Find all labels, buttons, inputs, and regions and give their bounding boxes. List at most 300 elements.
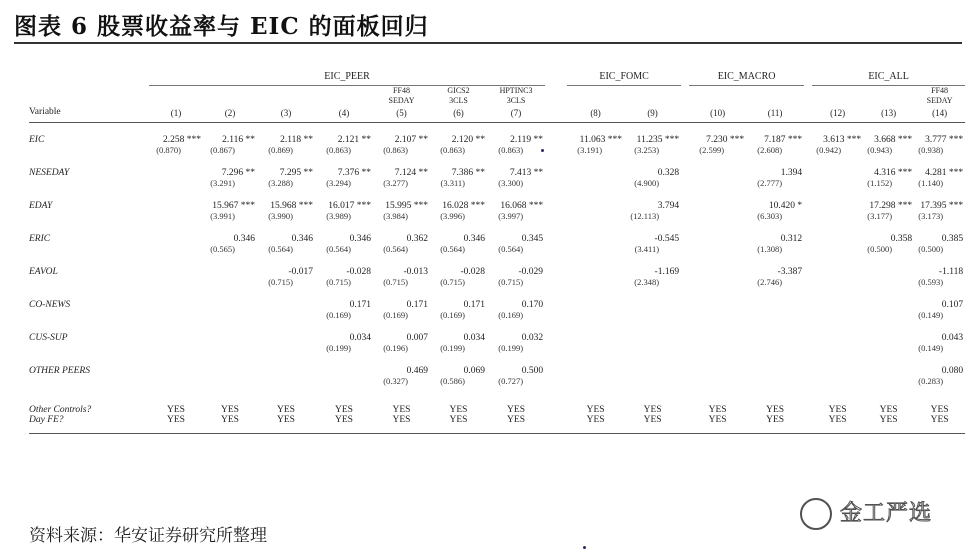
empty-cell <box>545 244 567 255</box>
standard-error <box>689 277 746 288</box>
empty-cell <box>812 86 863 107</box>
sublabel-row <box>29 86 965 107</box>
standard-error: (6.303) <box>757 211 783 221</box>
standard-error: (3.411) <box>634 244 660 254</box>
standard-error: (2.348) <box>634 277 660 287</box>
standard-error: (3.173) <box>918 211 944 221</box>
coefficient: -0.017 <box>288 267 313 277</box>
control-value: YES <box>930 405 949 415</box>
standard-error: (2.599) <box>699 145 725 155</box>
variable-name: EIC <box>29 135 45 145</box>
coefficient: 0.007 <box>406 333 428 343</box>
coefficient: 7.187 *** <box>764 135 803 145</box>
column-number: (5) <box>373 106 430 123</box>
standard-error: (0.564) <box>383 244 408 254</box>
empty-cell <box>545 156 567 178</box>
coefficient <box>689 189 746 211</box>
standard-error: (1.308) <box>757 244 783 254</box>
coefficient <box>812 222 863 244</box>
coefficient: 17.298 *** <box>869 201 913 211</box>
control-value: YES <box>828 405 847 415</box>
coefficient: 0.034 <box>463 333 485 343</box>
empty-cell <box>681 145 689 156</box>
control-value: YES <box>449 405 468 415</box>
empty-cell <box>681 106 689 123</box>
coefficient <box>257 321 315 343</box>
coefficient: 3.794 <box>657 201 680 211</box>
standard-error: (0.199) <box>498 343 524 353</box>
empty-cell <box>257 86 315 107</box>
empty-cell <box>681 288 689 310</box>
empty-cell <box>545 310 567 321</box>
variable-name: CO-NEWS <box>29 300 71 310</box>
coefficient: 3.613 *** <box>823 135 862 145</box>
standard-error: (0.283) <box>918 376 944 386</box>
coefficient: -3.387 <box>777 267 803 277</box>
empty-cell <box>804 244 812 255</box>
column-number: (11) <box>746 106 804 123</box>
standard-error <box>567 343 624 354</box>
coefficient: -0.029 <box>518 267 544 277</box>
coefficient <box>689 354 746 376</box>
empty-cell <box>149 86 203 107</box>
standard-error: (3.990) <box>268 211 293 221</box>
coefficient <box>746 354 804 376</box>
standard-error <box>624 310 681 321</box>
coefficient: 2.118 ** <box>280 135 313 145</box>
coef-row <box>29 321 965 343</box>
variable-header: Variable <box>29 106 149 123</box>
coefficient: -0.545 <box>654 234 680 244</box>
empty-cell <box>29 343 149 354</box>
standard-error: (0.869) <box>268 145 293 155</box>
control-value: YES <box>914 415 965 434</box>
coefficient <box>863 321 914 343</box>
coefficient <box>567 354 624 376</box>
standard-error: (0.565) <box>210 244 235 254</box>
coef-row <box>29 288 965 310</box>
standard-error <box>567 244 624 255</box>
empty-cell <box>681 343 689 354</box>
standard-error <box>567 376 624 387</box>
standard-error: (0.169) <box>326 310 351 320</box>
standard-error: (0.564) <box>268 244 293 254</box>
standard-error: (3.294) <box>326 178 351 188</box>
standard-error <box>746 376 804 387</box>
empty-cell <box>681 376 689 387</box>
empty-cell <box>29 211 149 222</box>
coefficient: 0.069 <box>463 366 485 376</box>
coefficient: 7.296 ** <box>221 168 255 178</box>
coefficient: 15.995 *** <box>385 201 428 211</box>
control-value: YES <box>624 415 681 434</box>
coefficient <box>567 321 624 343</box>
coefficient: 15.967 *** <box>212 201 255 211</box>
standard-error: (0.327) <box>383 376 408 386</box>
empty-cell <box>29 277 149 288</box>
column-sublabel: HPTINC3 3CLS <box>499 86 533 105</box>
coefficient: 7.230 *** <box>706 135 745 145</box>
empty-cell <box>545 106 567 123</box>
coefficient: 0.171 <box>406 300 428 310</box>
coefficient: 7.413 ** <box>509 168 544 178</box>
empty-cell <box>804 156 812 178</box>
empty-cell <box>29 244 149 255</box>
watermark-text: 金工严选 <box>840 501 933 526</box>
empty-cell <box>545 288 567 310</box>
control-value: YES <box>586 405 605 415</box>
empty-cell <box>804 86 812 107</box>
standard-error: (12.113) <box>630 211 660 221</box>
coefficient: 16.017 *** <box>328 201 371 211</box>
coefficient: 16.068 *** <box>500 201 544 211</box>
empty-cell <box>681 277 689 288</box>
group-label: EIC_FOMC <box>567 64 681 86</box>
coefficient: 0.500 <box>521 366 544 376</box>
empty-cell <box>545 189 567 211</box>
coefficient <box>863 288 914 310</box>
coefficient: 0.171 <box>349 300 371 310</box>
empty-cell <box>545 321 567 343</box>
coefficient <box>624 354 681 376</box>
empty-cell <box>29 86 149 107</box>
coefficient: 7.376 ** <box>337 168 371 178</box>
coefficient: 0.385 <box>941 234 964 244</box>
coefficient: 0.345 <box>521 234 544 244</box>
coefficient <box>203 321 257 343</box>
empty-cell <box>624 86 681 107</box>
coef-row <box>29 354 965 376</box>
coef-row <box>29 156 965 178</box>
coefficient <box>149 321 203 343</box>
standard-error <box>863 310 914 321</box>
standard-error <box>812 178 863 189</box>
standard-error: (0.863) <box>326 145 351 155</box>
empty-cell <box>689 86 746 107</box>
coefficient <box>624 321 681 343</box>
empty-cell <box>29 178 149 189</box>
standard-error <box>149 343 203 354</box>
standard-error: (0.149) <box>918 343 944 353</box>
coefficient <box>689 156 746 178</box>
se-row <box>29 178 965 189</box>
variable-name: EAVOL <box>29 267 58 277</box>
coefficient: -0.028 <box>460 267 485 277</box>
coefficient <box>863 255 914 277</box>
standard-error <box>567 277 624 288</box>
coefficient <box>149 189 203 211</box>
stray-dot <box>583 546 586 549</box>
coef-row <box>29 222 965 244</box>
coefficient <box>812 189 863 211</box>
empty-cell <box>863 86 914 107</box>
coefficient: 0.043 <box>941 333 964 343</box>
gap-cell <box>804 64 812 86</box>
variable-name: ERIC <box>29 234 51 244</box>
standard-error <box>567 211 624 222</box>
coefficient <box>149 222 203 244</box>
variable-name: NESEDAY <box>29 168 70 178</box>
standard-error <box>812 244 863 255</box>
column-number-row <box>29 106 965 123</box>
empty-cell <box>681 178 689 189</box>
variable-name: OTHER PEERS <box>29 366 90 376</box>
standard-error: (0.500) <box>918 244 944 254</box>
empty-cell <box>681 321 689 343</box>
standard-error: (0.564) <box>326 244 351 254</box>
coefficient <box>689 288 746 310</box>
standard-error: (0.715) <box>326 277 351 287</box>
se-row <box>29 211 965 222</box>
empty-cell <box>804 211 812 222</box>
source-note: 资料来源：华安证券研究所整理 <box>29 526 267 546</box>
coefficient <box>567 156 624 178</box>
coefficient: 0.171 <box>463 300 485 310</box>
gap-cell <box>545 64 567 86</box>
standard-error: (0.867) <box>210 145 235 155</box>
standard-error <box>746 343 804 354</box>
empty-cell <box>681 156 689 178</box>
coefficient <box>746 288 804 310</box>
standard-error: (0.942) <box>816 145 842 155</box>
coefficient <box>812 255 863 277</box>
standard-error <box>812 343 863 354</box>
coefficient <box>149 288 203 310</box>
column-number: (14) <box>914 106 965 123</box>
standard-error: (3.277) <box>383 178 408 188</box>
empty-cell <box>681 86 689 107</box>
coefficient: 7.124 ** <box>394 168 428 178</box>
empty-cell <box>545 354 567 376</box>
se-row <box>29 343 965 354</box>
standard-error: (0.169) <box>440 310 465 320</box>
coefficient <box>689 222 746 244</box>
control-value: YES <box>689 415 746 434</box>
control-value: YES <box>277 405 295 415</box>
coefficient: -1.169 <box>654 267 680 277</box>
coefficient <box>203 354 257 376</box>
control-value: YES <box>507 405 525 415</box>
coefficient <box>257 354 315 376</box>
standard-error: (3.288) <box>268 178 293 188</box>
coefficient <box>863 354 914 376</box>
empty-cell <box>804 277 812 288</box>
standard-error <box>689 211 746 222</box>
coefficient <box>689 255 746 277</box>
standard-error: (0.199) <box>326 343 351 353</box>
coefficient <box>812 288 863 310</box>
standard-error: (0.943) <box>867 145 893 155</box>
coefficient: 0.312 <box>780 234 803 244</box>
variable-name: CUS-SUP <box>29 333 68 343</box>
empty-cell <box>681 387 689 415</box>
standard-error <box>689 310 746 321</box>
standard-error: (0.593) <box>918 277 944 287</box>
standard-error: (0.169) <box>498 310 524 320</box>
control-value: YES <box>203 415 257 434</box>
coefficient: -0.028 <box>346 267 371 277</box>
standard-error: (3.177) <box>867 211 893 221</box>
empty-cell <box>804 106 812 123</box>
standard-error: (0.727) <box>498 376 524 386</box>
group-label: EIC_PEER <box>149 64 545 86</box>
control-value: YES <box>335 405 353 415</box>
coefficient: 17.395 *** <box>920 201 964 211</box>
empty-cell <box>804 189 812 211</box>
coefficient: -1.118 <box>938 267 964 277</box>
standard-error: (0.863) <box>383 145 408 155</box>
coefficient: 4.316 *** <box>874 168 913 178</box>
se-row <box>29 145 965 156</box>
standard-error <box>863 376 914 387</box>
column-number: (1) <box>149 106 203 123</box>
coefficient: 10.420 * <box>768 201 803 211</box>
coef-row <box>29 189 965 211</box>
column-number: (9) <box>624 106 681 123</box>
coefficient: 4.281 *** <box>925 168 964 178</box>
standard-error: (3.991) <box>210 211 235 221</box>
standard-error <box>203 277 257 288</box>
coefficient: 0.346 <box>291 234 313 244</box>
standard-error: (3.191) <box>577 145 603 155</box>
coefficient <box>812 321 863 343</box>
empty-cell <box>545 376 567 387</box>
coefficient <box>149 156 203 178</box>
column-number: (6) <box>430 106 487 123</box>
control-value: YES <box>221 405 239 415</box>
empty-cell <box>681 211 689 222</box>
column-sublabel: FF48 SEDAY <box>926 86 953 105</box>
standard-error: (3.291) <box>210 178 235 188</box>
standard-error <box>257 310 315 321</box>
control-value: YES <box>812 415 863 434</box>
coefficient: 2.107 ** <box>394 135 428 145</box>
control-value: YES <box>879 405 898 415</box>
control-value: YES <box>149 415 203 434</box>
control-value: YES <box>392 405 411 415</box>
column-number: (4) <box>315 106 373 123</box>
empty-cell <box>681 123 689 146</box>
coefficient: 2.119 ** <box>510 135 544 145</box>
standard-error <box>812 376 863 387</box>
empty-cell <box>545 123 567 146</box>
column-sublabel: GICS2 3CLS <box>447 86 470 105</box>
standard-error <box>257 343 315 354</box>
standard-error: (1.152) <box>867 178 893 188</box>
column-number: (3) <box>257 106 315 123</box>
standard-error: (0.564) <box>440 244 465 254</box>
control-value: YES <box>643 405 662 415</box>
standard-error: (2.777) <box>757 178 783 188</box>
title-rule <box>14 42 962 44</box>
control-row <box>29 387 965 415</box>
empty-cell <box>681 244 689 255</box>
coefficient <box>203 288 257 310</box>
coefficient: 0.346 <box>233 234 255 244</box>
empty-cell <box>203 86 257 107</box>
standard-error: (0.149) <box>918 310 944 320</box>
coefficient: 7.295 ** <box>279 168 313 178</box>
coefficient: 1.394 <box>780 168 803 178</box>
column-number: (13) <box>863 106 914 123</box>
coefficient: 0.346 <box>463 234 485 244</box>
standard-error: (0.169) <box>383 310 408 320</box>
standard-error <box>149 244 203 255</box>
standard-error: (3.996) <box>440 211 465 221</box>
standard-error <box>689 376 746 387</box>
standard-error: (3.997) <box>498 211 524 221</box>
control-value: YES <box>746 415 804 434</box>
column-number: (10) <box>689 106 746 123</box>
empty-cell <box>545 86 567 107</box>
coefficient: 2.116 ** <box>222 135 255 145</box>
standard-error <box>863 277 914 288</box>
empty-cell <box>804 222 812 244</box>
empty-cell <box>681 310 689 321</box>
standard-error <box>149 211 203 222</box>
standard-error <box>315 376 373 387</box>
empty-cell <box>804 255 812 277</box>
empty-cell <box>545 255 567 277</box>
standard-error: (0.500) <box>867 244 893 254</box>
control-value: YES <box>863 415 914 434</box>
empty-cell <box>804 354 812 376</box>
standard-error: (3.311) <box>440 178 465 188</box>
group-label: EIC_ALL <box>812 64 965 86</box>
se-row <box>29 277 965 288</box>
coefficient <box>257 288 315 310</box>
empty-cell <box>545 343 567 354</box>
control-name: Other Controls? <box>29 405 92 415</box>
empty-cell <box>545 145 567 156</box>
standard-error <box>812 277 863 288</box>
empty-cell <box>804 123 812 146</box>
coefficient <box>689 321 746 343</box>
standard-error <box>567 310 624 321</box>
coefficient: 16.028 *** <box>442 201 485 211</box>
standard-error <box>203 343 257 354</box>
empty-cell <box>804 145 812 156</box>
coefficient: 3.668 *** <box>874 135 913 145</box>
variable-name: EDAY <box>29 201 53 211</box>
control-row <box>29 415 965 434</box>
empty-cell <box>545 415 567 434</box>
empty-cell <box>681 255 689 277</box>
standard-error: (0.199) <box>440 343 465 353</box>
coefficient: 11.063 *** <box>579 135 623 145</box>
empty-cell <box>29 64 149 86</box>
coefficient <box>567 255 624 277</box>
standard-error: (0.715) <box>268 277 293 287</box>
standard-error <box>203 310 257 321</box>
group-header-row <box>29 64 965 86</box>
coefficient: 7.386 ** <box>451 168 485 178</box>
control-value: YES <box>167 405 185 415</box>
se-row <box>29 310 965 321</box>
coefficient: 0.032 <box>521 333 544 343</box>
standard-error: (0.715) <box>498 277 524 287</box>
coefficient: 2.120 ** <box>451 135 485 145</box>
stray-dot <box>541 149 544 152</box>
standard-error <box>812 310 863 321</box>
empty-cell <box>804 376 812 387</box>
coefficient <box>203 255 257 277</box>
coefficient: 2.121 ** <box>337 135 371 145</box>
empty-cell <box>804 321 812 343</box>
empty-cell <box>545 277 567 288</box>
coefficient: 0.362 <box>406 234 428 244</box>
watermark <box>800 494 944 530</box>
